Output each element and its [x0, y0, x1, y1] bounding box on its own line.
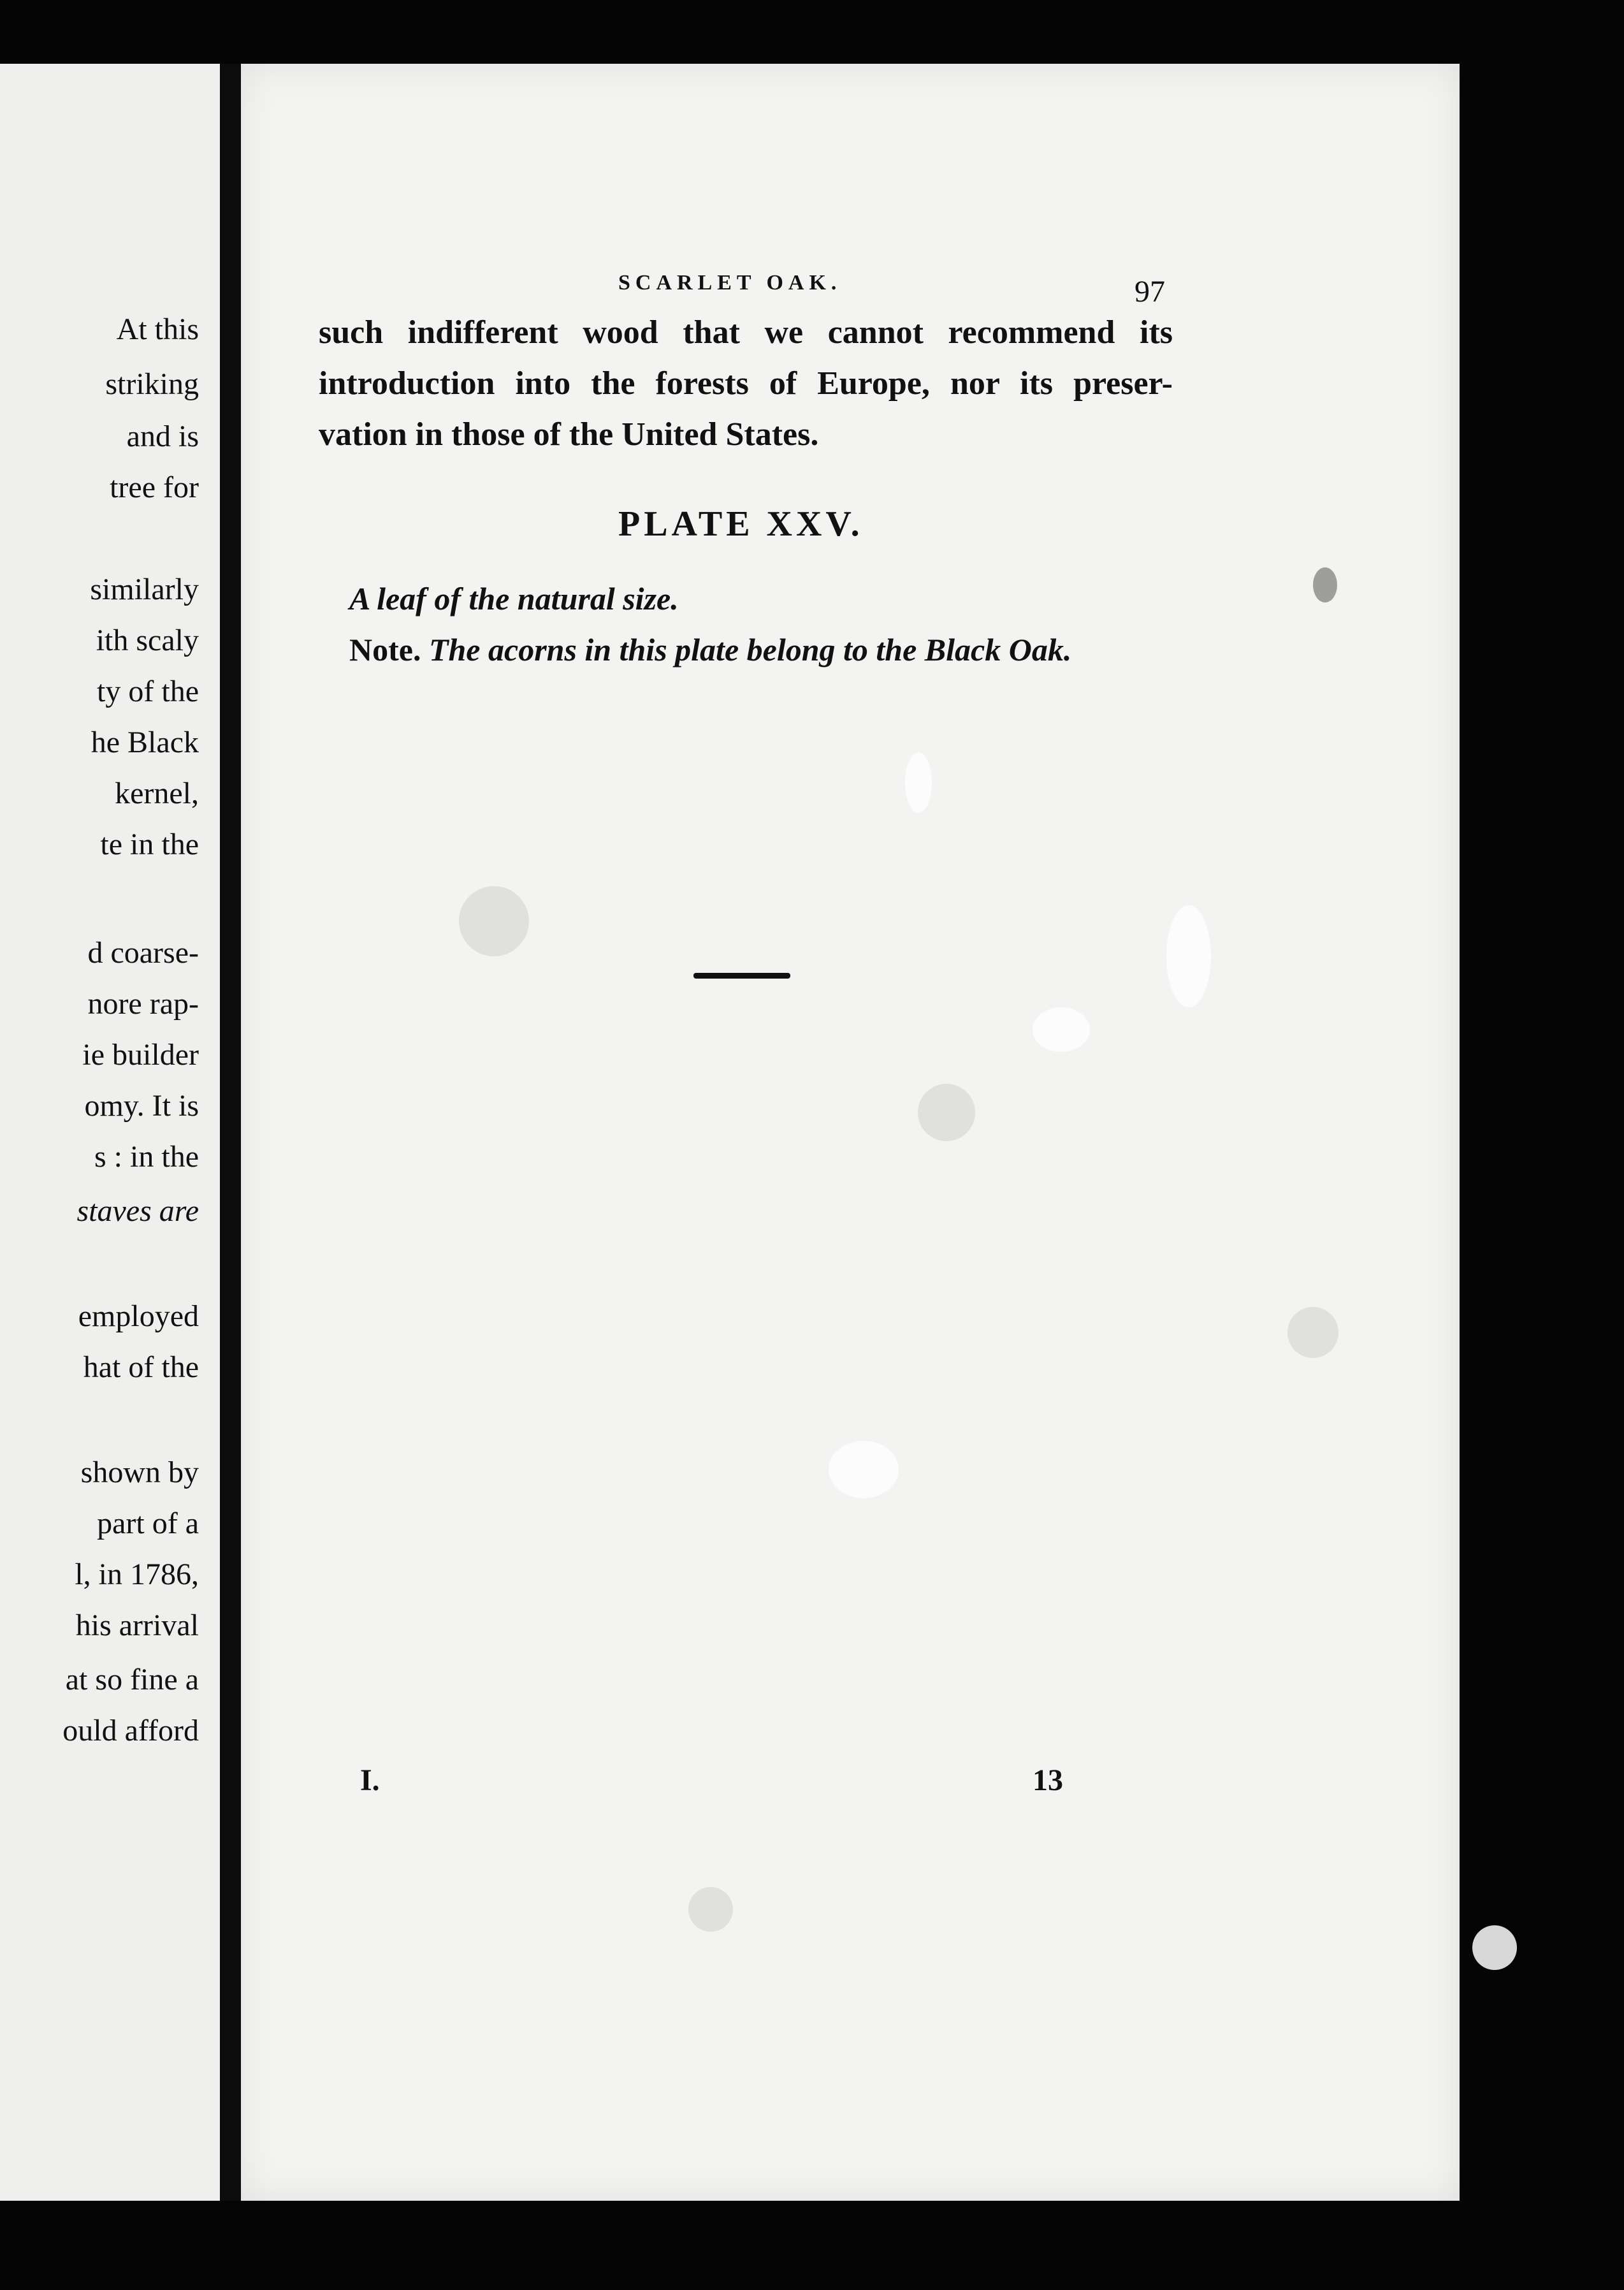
book-gutter: [220, 64, 241, 2201]
scan-dust: [1287, 1307, 1338, 1358]
left-page-line: nore rap-: [87, 987, 199, 1021]
left-page-line: At this: [116, 312, 199, 346]
scan-speck: [1166, 905, 1211, 1007]
left-page-line: he Black: [91, 726, 199, 759]
signature-mark: I.: [360, 1763, 380, 1797]
left-page-line: part of a: [97, 1506, 199, 1540]
left-page-line: at so fine a: [65, 1663, 199, 1696]
left-page-line: kernel,: [115, 777, 199, 810]
plate-caption-text: A leaf of the natural size.: [349, 581, 679, 616]
left-page-line: d coarse-: [87, 936, 199, 970]
left-page-line: his arrival: [75, 1608, 199, 1642]
left-page-line: tree for: [110, 470, 199, 504]
plate-caption: [349, 580, 679, 617]
scan-speck: [905, 752, 932, 813]
left-page-line: ould afford: [62, 1714, 199, 1747]
left-page-line: ty of the: [97, 675, 199, 708]
scan-dust: [688, 1887, 733, 1932]
note-text: The acorns in this plate belong to the Black Oak.: [428, 632, 1072, 667]
scan-dust: [1313, 567, 1337, 602]
body-line: introduction into the forests of Europe, nor its preser-: [319, 365, 1173, 402]
note-label: Note.: [349, 632, 421, 667]
scan-speck: [1033, 1007, 1090, 1052]
left-page-line: striking: [105, 367, 199, 401]
page-number: 97: [1135, 275, 1165, 309]
scan-speck: [1472, 1925, 1517, 1970]
scan-speck: [829, 1441, 899, 1498]
body-line: such indifferent wood that we cannot recommend its: [319, 314, 1173, 351]
left-page-line: employed: [78, 1299, 199, 1333]
left-page-line: s : in the: [94, 1140, 199, 1174]
left-page-line: omy. It is: [84, 1089, 199, 1123]
left-page-line: and is: [126, 419, 199, 453]
section-rule: [693, 973, 790, 979]
left-page-line: te in the: [100, 828, 199, 861]
left-page-line: similarly: [90, 572, 199, 606]
left-page-line: shown by: [80, 1455, 199, 1489]
plate-title: PLATE XXV.: [618, 504, 864, 544]
scan-dust: [459, 886, 529, 956]
left-page-line: ie builder: [82, 1038, 199, 1072]
plate-note: [349, 631, 1071, 668]
body-line: vation in those of the United States.: [319, 416, 819, 453]
left-page-line: ith scaly: [96, 624, 199, 657]
left-page-line: l, in 1786,: [75, 1557, 199, 1591]
left-page-line: staves are: [76, 1194, 199, 1228]
scan-dust: [918, 1084, 975, 1141]
left-page-line: hat of the: [83, 1350, 199, 1384]
running-head: SCARLET OAK.: [618, 271, 842, 295]
signature-number: 13: [1033, 1763, 1063, 1797]
